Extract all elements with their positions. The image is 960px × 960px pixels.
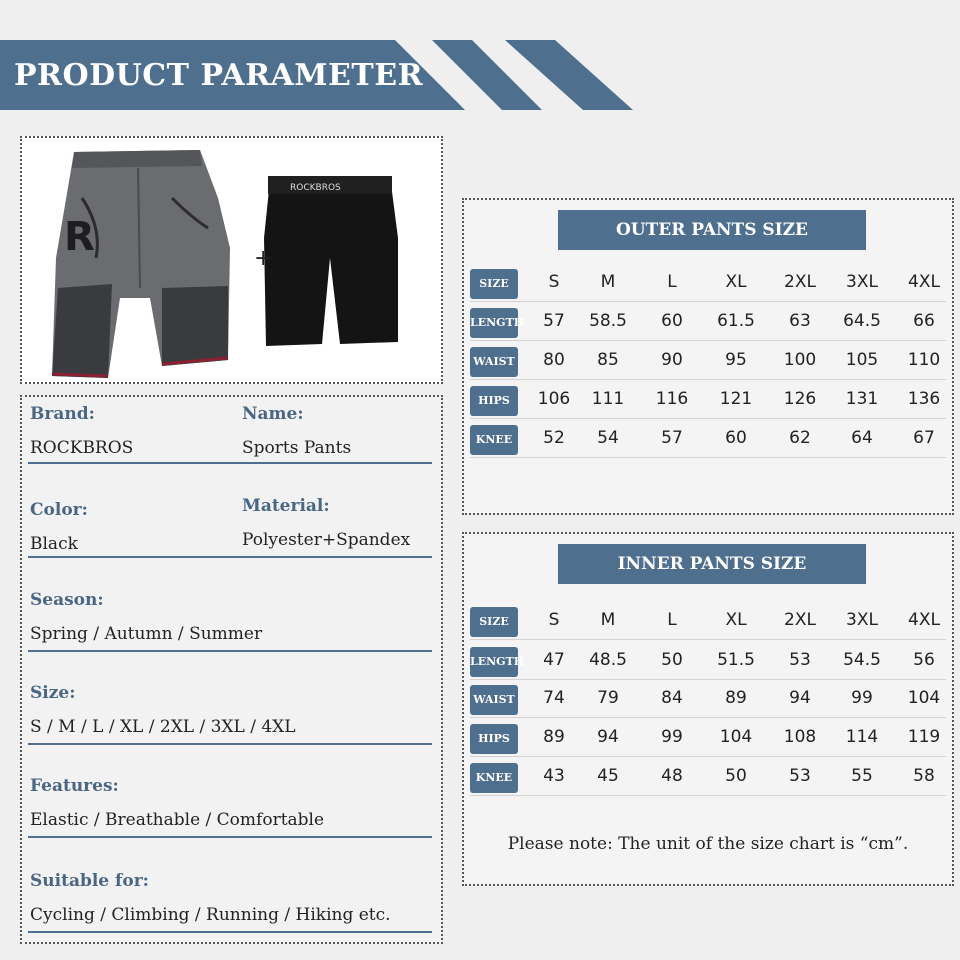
size-cell: 64 — [851, 428, 873, 448]
size-cell: 47 — [543, 650, 565, 670]
size-cell: L — [667, 272, 677, 292]
size-cell: 119 — [907, 727, 941, 747]
size-cell: 53 — [789, 650, 811, 670]
color-value: Black — [30, 534, 78, 554]
material-value: Polyester+Spandex — [242, 530, 411, 550]
size-cell: 60 — [661, 311, 683, 331]
season-value: Spring / Autumn / Summer — [30, 624, 263, 644]
row-label: KNEE — [470, 425, 518, 455]
row-label: SIZE — [470, 607, 518, 637]
size-cell: 100 — [783, 350, 817, 370]
divider — [28, 931, 432, 933]
features-label: Features: — [30, 776, 119, 796]
size-row — [470, 305, 946, 341]
suitable-for-value: Cycling / Climbing / Running / Hiking etc. — [30, 905, 391, 925]
size-cell: 99 — [661, 727, 683, 747]
row-label: KNEE — [470, 763, 518, 793]
size-cell: 57 — [661, 428, 683, 448]
size-cell: 108 — [783, 727, 817, 747]
product-image-box — [20, 136, 443, 384]
size-cell: 3XL — [846, 610, 878, 630]
size-cell: 105 — [845, 350, 879, 370]
size-row — [470, 644, 946, 680]
size-cell: 4XL — [908, 272, 940, 292]
row-label: WAIST — [470, 685, 518, 715]
suitable-for-label: Suitable for: — [30, 871, 149, 891]
size-cell: XL — [725, 272, 747, 292]
size-cell: M — [600, 272, 616, 292]
row-label: HIPS — [470, 724, 518, 754]
divider — [28, 556, 432, 558]
divider — [28, 836, 432, 838]
row-label: LENGTH — [470, 647, 518, 677]
size-cell: M — [600, 610, 616, 630]
size-cell: 136 — [907, 389, 941, 409]
inner-size-title: INNER PANTS SIZE — [558, 544, 866, 584]
product-parameters — [20, 395, 443, 944]
size-cell: 110 — [907, 350, 941, 370]
size-row — [470, 682, 946, 718]
size-cell: 64.5 — [843, 311, 881, 331]
size-cell: 85 — [597, 350, 619, 370]
size-cell: 54 — [597, 428, 619, 448]
size-cell: 4XL — [908, 610, 940, 630]
unit-note: Please note: The unit of the size chart is “cm”. — [507, 834, 909, 854]
size-value: S / M / L / XL / 2XL / 3XL / 4XL — [30, 717, 296, 737]
row-label: SIZE — [470, 269, 518, 299]
size-row — [470, 383, 946, 419]
size-cell: 2XL — [784, 610, 816, 630]
size-row — [470, 422, 946, 458]
material-label: Material: — [242, 496, 330, 516]
size-cell: 111 — [591, 389, 625, 409]
size-cell: 121 — [719, 389, 753, 409]
size-cell: 61.5 — [717, 311, 755, 331]
outer-size-title: OUTER PANTS SIZE — [558, 210, 866, 250]
size-cell: 95 — [725, 350, 747, 370]
size-cell: 43 — [543, 766, 565, 786]
size-cell: 80 — [543, 350, 565, 370]
size-cell: 79 — [597, 688, 619, 708]
size-cell: 45 — [597, 766, 619, 786]
features-value: Elastic / Breathable / Comfortable — [30, 810, 325, 830]
size-cell: 57 — [543, 311, 565, 331]
size-row — [470, 344, 946, 380]
brand-value: ROCKBROS — [30, 438, 134, 458]
size-cell: 63 — [789, 311, 811, 331]
size-row — [470, 604, 946, 640]
size-cell: 48.5 — [589, 650, 627, 670]
divider — [28, 462, 432, 464]
size-cell: 104 — [907, 688, 941, 708]
size-label: Size: — [30, 683, 76, 703]
size-row — [470, 760, 946, 796]
size-cell: XL — [725, 610, 747, 630]
plus-sign: + — [254, 246, 273, 271]
size-row — [470, 721, 946, 757]
size-cell: 62 — [789, 428, 811, 448]
name-value: Sports Pants — [242, 438, 352, 458]
size-cell: 58.5 — [589, 311, 627, 331]
size-cell: 89 — [543, 727, 565, 747]
size-cell: 99 — [851, 688, 873, 708]
shorts-logo: R — [64, 214, 95, 260]
size-cell: 84 — [661, 688, 683, 708]
size-cell: 48 — [661, 766, 683, 786]
size-cell: 60 — [725, 428, 747, 448]
row-label: WAIST — [470, 347, 518, 377]
size-cell: 58 — [913, 766, 935, 786]
size-cell: 53 — [789, 766, 811, 786]
color-label: Color: — [30, 500, 88, 520]
size-cell: 94 — [597, 727, 619, 747]
size-cell: 90 — [661, 350, 683, 370]
size-cell: 55 — [851, 766, 873, 786]
size-cell: S — [548, 272, 560, 292]
inner-size-chart — [462, 532, 954, 886]
size-cell: 66 — [913, 311, 935, 331]
brand-label: Brand: — [30, 404, 95, 424]
size-cell: 50 — [661, 650, 683, 670]
size-row — [470, 266, 946, 302]
size-cell: 52 — [543, 428, 565, 448]
outer-size-chart — [462, 198, 954, 515]
size-cell: 74 — [543, 688, 565, 708]
size-cell: 94 — [789, 688, 811, 708]
size-cell: 106 — [537, 389, 571, 409]
row-label: LENGTH — [470, 308, 518, 338]
header-banner — [0, 40, 640, 110]
outer-shorts-image — [22, 138, 441, 382]
divider — [28, 743, 432, 745]
size-cell: 56 — [913, 650, 935, 670]
size-cell: L — [667, 610, 677, 630]
size-cell: 116 — [655, 389, 689, 409]
size-cell: 50 — [725, 766, 747, 786]
page-title: PRODUCT PARAMETER — [14, 58, 424, 93]
size-cell: 104 — [719, 727, 753, 747]
season-label: Season: — [30, 590, 104, 610]
size-cell: 67 — [913, 428, 935, 448]
row-label: HIPS — [470, 386, 518, 416]
divider — [28, 650, 432, 652]
waistband-logo: ROCKBROS — [290, 183, 341, 193]
size-cell: S — [548, 610, 560, 630]
size-cell: 54.5 — [843, 650, 881, 670]
size-cell: 131 — [845, 389, 879, 409]
name-label: Name: — [242, 404, 304, 424]
size-cell: 126 — [783, 389, 817, 409]
size-cell: 114 — [845, 727, 879, 747]
size-cell: 51.5 — [717, 650, 755, 670]
size-cell: 3XL — [846, 272, 878, 292]
size-cell: 2XL — [784, 272, 816, 292]
size-cell: 89 — [725, 688, 747, 708]
